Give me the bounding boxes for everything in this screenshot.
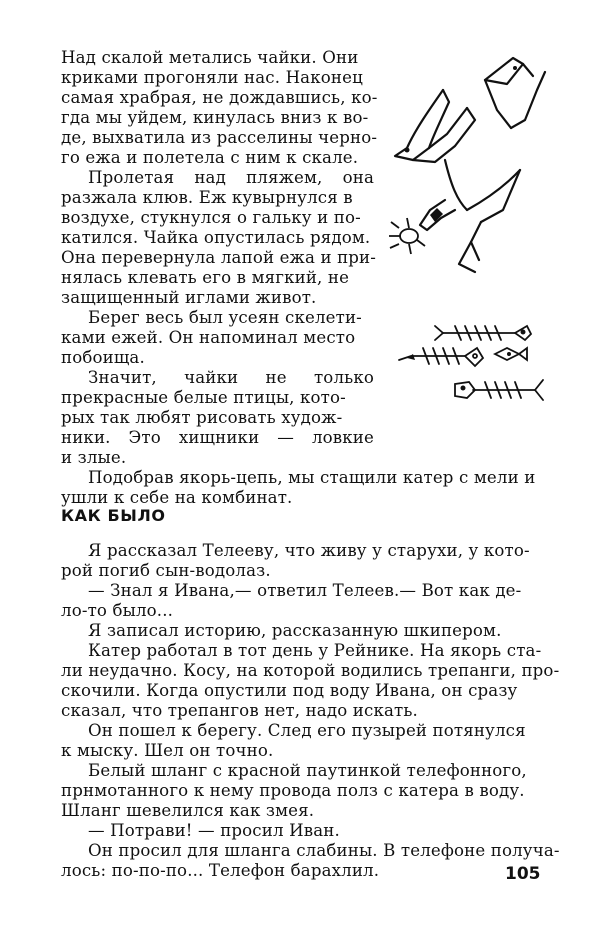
text-line: сказал, что трепангов нет, надо искать. [61,701,418,720]
text-line: Пролетая над пляжем, она [88,168,374,187]
text-line: Значит, чайки не только [88,368,374,387]
text-line: скочили. Когда опустили под воду Ивана, он сразу [61,681,518,700]
text-line: Подобрав якорь-цепь, мы стащили катер с мели и [88,468,536,487]
text-line: разжала клюв. Еж кувырнулся в [61,188,353,207]
text-line: самая храбрая, не дождавшись, ко- [61,88,378,107]
text-line: и злые. [61,448,127,467]
text-line: побоища. [61,348,145,367]
text-line: прекрасные белые птицы, кото- [61,388,346,407]
text-line: Она перевернула лапой ежа и при- [61,248,377,267]
text-line: го ежа и полетела с ним к скале. [61,148,359,167]
text-line: к мыску. Шел он точно. [61,741,274,760]
text-line: ушли к себе на комбинат. [61,488,293,507]
page-number: 105 [505,864,541,884]
text-line: Белый шланг с красной паутинкой телефонного, [88,761,527,780]
text-line: Катер работал в тот день у Рейнике. На якорь ста- [88,641,542,660]
text-line: Берег весь был усеян скелети- [88,308,362,327]
text-line: лось: по-по-по... Телефон барахлил. [61,861,380,880]
text-line: де, выхватила из расселины черно- [61,128,378,147]
text-line: Он просил для шланга слабины. В телефоне получа- [88,841,560,860]
seagulls-illustration [385,50,550,280]
text-line: Он пошел к берегу. След его пузырей потянулся [88,721,526,740]
text-line: Я рассказал Телееву, что живу у старухи, у кото- [88,541,530,560]
text-line: ли неудачно. Косу, на которой водились трепанги, про- [61,661,560,680]
text-line: — Потрави! — просил Иван. [88,821,340,840]
text-line: рой погиб сын-водолаз. [61,561,271,580]
text-line: катился. Чайка опустилась рядом. [61,228,371,247]
text-line: рых так любят рисовать худож- [61,408,343,427]
text-line: воздухе, стукнулся о гальку и по- [61,208,361,227]
text-line: ло-то было... [61,601,174,620]
fish-skeletons-illustration [395,318,545,413]
text-line: Над скалой метались чайки. Они [61,48,359,67]
text-line: ками ежей. Он напоминал место [61,328,356,347]
text-line: прнмотанного к нему провода полз с катера в воду. [61,781,525,800]
text-line: криками прогоняли нас. Наконец [61,68,363,87]
section-heading: КАК БЫЛО [61,506,166,525]
text-line: гда мы уйдем, кинулась вниз к во- [61,108,369,127]
text-line: Шланг шевелился как змея. [61,801,315,820]
text-line: нялась клевать его в мягкий, не [61,268,350,287]
text-line: защищенный иглами живот. [61,288,317,307]
text-line: Я записал историю, рассказанную шкипером. [88,621,502,640]
text-line: — Знал я Ивана,— ответил Телеев.— Вот как де- [88,581,522,600]
text-line: ники. Это хищники — ловкие [61,428,374,447]
